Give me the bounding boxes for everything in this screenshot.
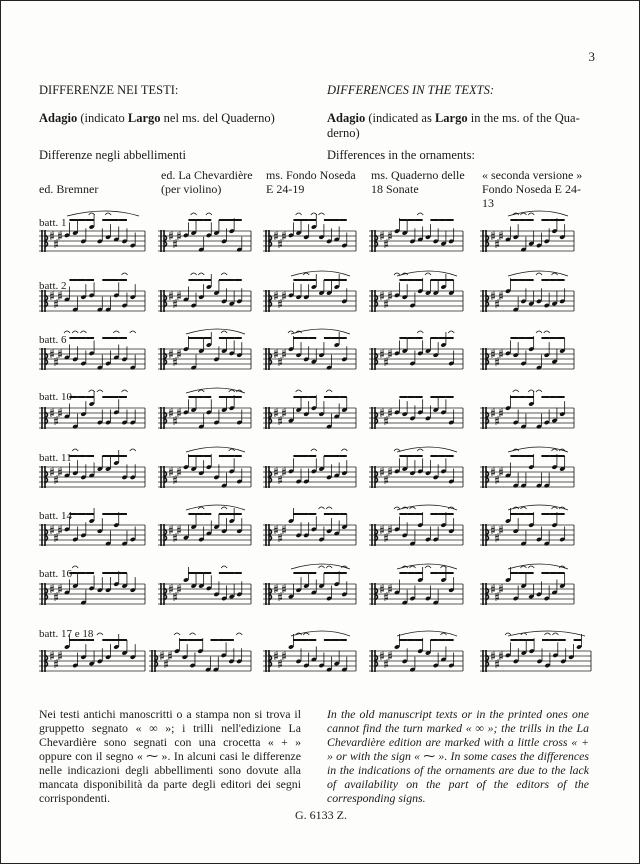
ornament-mark [221,331,227,333]
ornament-mark [552,507,558,509]
sharp-sign [380,584,384,593]
ornament-mark [552,633,558,635]
ornament-mark [545,633,551,635]
sharp-sign [380,349,384,358]
slur [291,329,350,334]
sharp-sign [384,592,388,601]
ornament-mark [72,449,78,451]
publisher-plate-number: G. 6133 Z. [295,808,347,822]
sharp-sign [282,408,286,417]
sharp-sign [384,239,388,248]
ornament-mark [105,213,111,215]
sharp-sign [50,584,54,593]
adagio-label: Adagio [39,111,78,125]
ornament-mark [198,390,204,392]
sharp-sign [495,592,499,601]
ornament-mark [174,633,180,635]
sharp-sign [50,467,54,476]
ornament-mark [521,507,527,509]
ornaments-heading-english: Differences in the ornaments: [327,148,475,162]
ornament-mark [296,213,302,215]
sharp-sign [282,231,286,240]
sharp-sign [177,525,181,534]
ornament-mark [528,566,534,568]
bar-label: batt. 1 [39,217,67,229]
sharp-sign [58,291,62,300]
bar-label: batt. 10 [39,391,72,403]
slur [186,329,245,334]
ornament-mark [236,633,242,635]
ornament-mark [326,390,332,392]
sharp-sign [491,651,495,660]
sharp-sign [499,525,503,534]
slur [291,631,350,636]
sharp-sign [282,651,286,660]
ornament-mark [288,331,294,333]
sharp-sign [384,533,388,542]
sharp-sign [169,525,173,534]
sharp-sign [388,231,392,240]
ornament-mark [80,331,86,333]
largo-label: Largo [434,111,468,125]
sharp-sign [491,408,495,417]
source-column-header: « seconda versione » Fondo Noseda E 24-13 [482,168,583,210]
sharp-sign [384,659,388,668]
largo-label: Largo [127,111,161,125]
sharp-sign [380,231,384,240]
ornament-mark [513,390,519,392]
sharp-sign [58,584,62,593]
slur [397,631,457,636]
ornament-mark [536,331,542,333]
sharp-sign [278,592,282,601]
sharp-sign [274,584,278,593]
sharp-sign [177,467,181,476]
slur [397,447,457,452]
ornament-mark [319,213,325,215]
adagio-note-english-cont: derno) [327,126,360,140]
slur [186,447,245,452]
ornament-mark [425,273,431,275]
bar-label: batt. 6 [39,334,67,346]
sharp-sign [169,408,173,417]
sharp-sign [495,299,499,308]
ornament-mark [296,390,302,392]
ornament-mark [198,273,204,275]
sharp-sign [282,467,286,476]
heading-italian: DIFFERENZE NEI TESTI: [39,83,179,97]
sharp-sign [278,299,282,308]
sharp-sign [58,467,62,476]
sharp-sign [50,231,54,240]
sharp-sign [54,416,58,425]
sharp-sign [164,659,168,668]
sharp-sign [54,475,58,484]
ornament-mark [536,273,542,275]
source-column-header: ed. Bremner [39,182,99,196]
adagio-text-end: in the ms. of the Qua- [467,111,580,125]
sharp-sign [54,299,58,308]
footnote-english: In the old manuscript texts or in the printed ones one cannot find the turn marked « ∞ »; the trills in the La Chevardière edition are marked with a little cross « + » or with the sign « ⁓ ». In some cases the differences in the indications of the ornaments are due to the lack of availability on the part of the editors of the corresponding signs. [327,707,589,805]
slur [291,271,350,276]
sharp-sign [491,349,495,358]
sharp-sign [169,291,173,300]
sharp-sign [54,239,58,248]
sharp-sign [388,467,392,476]
sharp-sign [282,349,286,358]
bar-label: batt. 16 [39,568,72,580]
sharp-sign [160,651,164,660]
sharp-sign [278,416,282,425]
ornament-mark [190,633,196,635]
sharp-sign [278,475,282,484]
sharp-sign [177,231,181,240]
ornament-mark [221,507,227,509]
sharp-sign [495,475,499,484]
sharp-sign [173,299,177,308]
sharp-sign [499,231,503,240]
bar-label: batt. 2 [39,280,67,292]
slur [67,211,139,216]
ornament-mark [221,273,227,275]
sharp-sign [169,349,173,358]
sharp-sign [274,349,278,358]
ornaments-heading-italian: Differenze negli abbellimenti [39,148,186,162]
sharp-sign [168,651,172,660]
ornament-mark [417,213,423,215]
ornament-mark [326,507,332,509]
ornament-mark [410,566,416,568]
sharp-sign [491,584,495,593]
sharp-sign [274,467,278,476]
sharp-sign [177,584,181,593]
sharp-sign [50,349,54,358]
ornament-mark [206,213,212,215]
sharp-sign [50,651,54,660]
source-column-header: ms. Fondo Noseda E 24-19 [266,168,356,196]
sharp-sign [274,408,278,417]
sharp-sign [54,357,58,366]
ornament-mark [425,566,431,568]
sharp-sign [58,651,62,660]
sharp-sign [169,584,173,593]
sharp-sign [388,525,392,534]
sharp-sign [274,291,278,300]
slur [508,564,568,569]
ornament-mark [544,331,550,333]
sharp-sign [384,416,388,425]
ornament-mark [191,273,197,275]
ornament-mark [130,449,136,451]
bar-label: batt. 14 [39,510,72,522]
sharp-sign [173,357,177,366]
sharp-sign [169,467,173,476]
ornament-mark [552,273,558,275]
ornament-mark [417,331,423,333]
sharp-sign [58,408,62,417]
ornament-mark [198,507,204,509]
sharp-sign [499,291,503,300]
ornament-mark [552,449,558,451]
sharp-sign [169,231,173,240]
sharp-sign [495,416,499,425]
ornament-mark [72,331,78,333]
page-number: 3 [588,49,595,64]
sharp-sign [380,291,384,300]
ornament-mark [303,633,309,635]
sharp-sign [388,349,392,358]
slur [508,505,568,510]
sharp-sign [491,525,495,534]
ornament-mark [505,633,511,635]
adagio-text-end: nel ms. del Quaderno) [160,111,275,125]
ornament-mark [394,273,400,275]
ornament-mark [303,273,309,275]
sharp-sign [499,408,503,417]
sharp-sign [388,408,392,417]
adagio-label: Adagio [327,111,366,125]
sharp-sign [173,416,177,425]
sharp-sign [177,349,181,358]
sharp-sign [274,231,278,240]
ornament-mark [341,449,347,451]
ornament-mark [97,390,103,392]
sharp-sign [58,349,62,358]
ornament-mark [311,449,317,451]
sharp-sign [380,651,384,660]
ornament-mark [528,213,534,215]
sharp-sign [54,592,58,601]
ornament-mark [64,331,70,333]
sharp-sign [54,659,58,668]
ornament-mark [410,507,416,509]
ornament-mark [72,566,78,568]
sharp-sign [58,525,62,534]
sharp-sign [499,467,503,476]
sharp-sign [491,467,495,476]
sharp-sign [495,239,499,248]
sharp-sign [495,659,499,668]
slur [508,211,568,216]
sharp-sign [173,533,177,542]
source-column-header: ms. Quaderno delle 18 Sonate [371,168,465,196]
sharp-sign [499,349,503,358]
sharp-sign [278,659,282,668]
sharp-sign [173,592,177,601]
sharp-sign [274,525,278,534]
music-examples [1,1,640,701]
sharp-sign [278,533,282,542]
ornament-mark [319,507,325,509]
slur [186,388,245,393]
sharp-sign [499,651,503,660]
ornament-mark [221,566,227,568]
sharp-sign [282,584,286,593]
ornament-mark [229,390,235,392]
sharp-sign [177,408,181,417]
ornament-mark [448,331,454,333]
sharp-sign [173,475,177,484]
ornament-mark [97,633,103,635]
sharp-sign [384,299,388,308]
sharp-sign [388,651,392,660]
slur [508,447,568,452]
sharp-sign [173,239,177,248]
sharp-sign [384,357,388,366]
sharp-sign [388,584,392,593]
ornament-mark [521,213,527,215]
sharp-sign [388,291,392,300]
sharp-sign [380,467,384,476]
ornament-mark [394,449,400,451]
ornament-mark [130,331,136,333]
ornament-mark [122,273,128,275]
sharp-sign [282,525,286,534]
bar-label: batt. 17 e 18 [39,628,94,640]
ornament-mark [441,633,447,635]
ornament-mark [394,507,400,509]
sharp-sign [278,357,282,366]
sharp-sign [58,231,62,240]
sharp-sign [274,651,278,660]
sharp-sign [282,291,286,300]
ornament-mark [417,449,423,451]
sharp-sign [50,291,54,300]
ornament-mark [113,331,119,333]
sharp-sign [177,291,181,300]
sharp-sign [380,525,384,534]
sharp-sign [54,533,58,542]
sharp-sign [380,408,384,417]
source-column-header: ed. La Chevardière (per violino) [161,168,253,196]
ornament-mark [122,390,128,392]
ornament-mark [319,566,325,568]
sharp-sign [384,475,388,484]
heading-english: DIFFERENCES IN THE TEXTS: [327,83,495,97]
sharp-sign [50,525,54,534]
footnote-italian: Nei testi antichi manoscritti o a stampa non si trova il gruppetto segnato « ∞ »; i trilli nell'edizione La Chevardière sono segnati con una crocetta « + » oppure con il segno « ⁓ ». In alcuni casi le differenze nelle indicazioni degli abbellimenti sono dovute alla mancata disponibilità da parte degli editori dei segni corrispondenti. [39,707,301,805]
adagio-text: (indicato [77,111,128,125]
sharp-sign [50,408,54,417]
sharp-sign [495,357,499,366]
ornament-mark [326,566,332,568]
ornament-mark [521,566,527,568]
slur [186,505,245,510]
ornament-mark [536,390,542,392]
sharp-sign [491,231,495,240]
bar-label: batt. 11 [39,452,72,464]
sharp-sign [495,533,499,542]
sharp-sign [499,584,503,593]
slur [397,505,457,510]
ornament-mark [191,213,197,215]
sharp-sign [491,291,495,300]
ornament-mark [229,449,235,451]
adagio-text: (indicated as [365,111,435,125]
sharp-sign [278,239,282,248]
